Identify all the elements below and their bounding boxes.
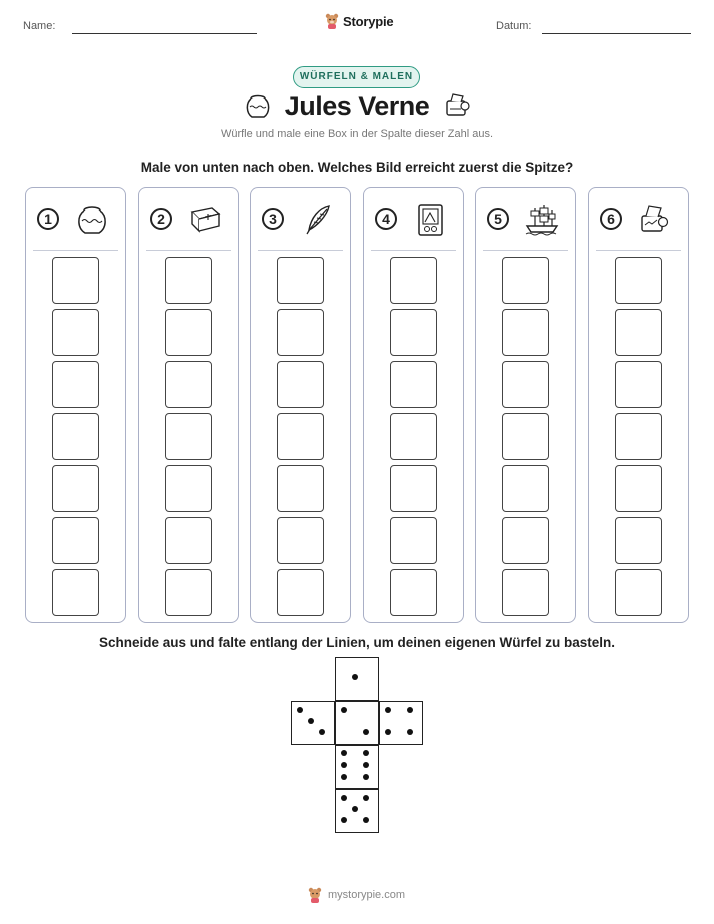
- color-box[interactable]: [277, 413, 324, 460]
- color-box[interactable]: [390, 309, 437, 356]
- column-number: 4: [375, 208, 397, 230]
- die-pip: [407, 729, 413, 735]
- brand-logo: [325, 13, 393, 29]
- color-box[interactable]: [277, 361, 324, 408]
- color-box[interactable]: [52, 257, 99, 304]
- die-pip: [363, 750, 369, 756]
- color-box[interactable]: [502, 465, 549, 512]
- column-divider: [596, 250, 681, 251]
- color-box[interactable]: [390, 361, 437, 408]
- column-divider: [33, 250, 118, 251]
- instruction-bottom: Schneide aus und falte entlang der Linien, um deinen eigenen Würfel zu basteln.: [98, 635, 616, 650]
- color-box[interactable]: [615, 309, 662, 356]
- column-number: 3: [262, 208, 284, 230]
- column-number: 6: [600, 208, 622, 230]
- color-box[interactable]: [502, 309, 549, 356]
- color-box[interactable]: [165, 465, 212, 512]
- die-pip: [363, 795, 369, 801]
- die-face-3: [291, 701, 335, 745]
- color-box[interactable]: [277, 517, 324, 564]
- page-subtitle: Würfle und male eine Box in der Spalte dieser Zahl aus.: [220, 128, 494, 140]
- color-box[interactable]: [390, 569, 437, 616]
- die-pip: [363, 774, 369, 780]
- color-box[interactable]: [165, 309, 212, 356]
- die-pip: [407, 707, 413, 713]
- color-box[interactable]: [165, 257, 212, 304]
- ship-icon: [524, 202, 560, 238]
- column-header: [251, 188, 350, 250]
- die-pip: [352, 806, 358, 812]
- die-face-5: [335, 789, 379, 833]
- color-box[interactable]: [502, 257, 549, 304]
- color-box[interactable]: [165, 361, 212, 408]
- color-box[interactable]: [390, 465, 437, 512]
- footer-url[interactable]: mystorypie.com: [328, 889, 406, 901]
- column-number: 5: [487, 208, 509, 230]
- color-box[interactable]: [52, 309, 99, 356]
- die-pip: [363, 762, 369, 768]
- die-face-2: [335, 701, 379, 745]
- color-box[interactable]: [52, 465, 99, 512]
- die-pip: [341, 817, 347, 823]
- color-box[interactable]: [615, 569, 662, 616]
- theater-book-icon: [412, 202, 448, 238]
- color-box[interactable]: [52, 569, 99, 616]
- column-3: [250, 187, 351, 623]
- die-pip: [341, 762, 347, 768]
- die-pip: [341, 795, 347, 801]
- die-pip: [352, 674, 358, 680]
- column-4: [363, 187, 464, 623]
- column-5: [475, 187, 576, 623]
- bear-icon: [325, 13, 339, 29]
- die-pip: [363, 729, 369, 735]
- die-pip: [363, 817, 369, 823]
- color-box[interactable]: [615, 413, 662, 460]
- color-box[interactable]: [502, 569, 549, 616]
- column-header: [139, 188, 238, 250]
- column-header: [26, 188, 125, 250]
- die-face-6: [335, 745, 379, 789]
- name-line[interactable]: [72, 33, 257, 34]
- column-header: [476, 188, 575, 250]
- die-pip: [385, 707, 391, 713]
- color-box[interactable]: [615, 257, 662, 304]
- color-box[interactable]: [165, 569, 212, 616]
- typewriter-icon: [637, 202, 673, 238]
- column-divider: [371, 250, 456, 251]
- die-pip: [385, 729, 391, 735]
- color-box[interactable]: [277, 465, 324, 512]
- color-box[interactable]: [52, 413, 99, 460]
- date-line[interactable]: [542, 33, 691, 34]
- color-box[interactable]: [52, 517, 99, 564]
- color-box[interactable]: [390, 517, 437, 564]
- color-box[interactable]: [615, 361, 662, 408]
- column-header: [364, 188, 463, 250]
- column-header: [589, 188, 688, 250]
- column-number: 1: [37, 208, 59, 230]
- page-title: Jules Verne: [284, 91, 430, 121]
- column-divider: [483, 250, 568, 251]
- column-number: 2: [150, 208, 172, 230]
- footer: [307, 887, 405, 903]
- color-box[interactable]: [277, 309, 324, 356]
- color-box[interactable]: [390, 257, 437, 304]
- color-box[interactable]: [277, 257, 324, 304]
- column-divider: [146, 250, 231, 251]
- quill-icon: [299, 202, 335, 238]
- column-1: [25, 187, 126, 623]
- name-label: Name:: [23, 20, 56, 32]
- die-pip: [297, 707, 303, 713]
- die-pip: [341, 707, 347, 713]
- book-icon: [187, 202, 223, 238]
- typewriter-title-icon: [443, 92, 471, 120]
- column-6: [588, 187, 689, 623]
- color-box[interactable]: [615, 465, 662, 512]
- color-box[interactable]: [52, 361, 99, 408]
- color-box[interactable]: [615, 517, 662, 564]
- die-pip: [308, 718, 314, 724]
- color-box[interactable]: [502, 361, 549, 408]
- die-face-4: [379, 701, 423, 745]
- bear-icon: [307, 887, 323, 903]
- color-box[interactable]: [390, 413, 437, 460]
- color-box[interactable]: [165, 413, 212, 460]
- column-divider: [258, 250, 343, 251]
- activity-badge: WÜRFELN & MALEN: [293, 66, 420, 88]
- brand-name: Storypie: [343, 13, 394, 29]
- vase-icon: [74, 202, 110, 238]
- die-pip: [341, 774, 347, 780]
- die-pip: [319, 729, 325, 735]
- die-pip: [341, 750, 347, 756]
- color-box[interactable]: [165, 517, 212, 564]
- instruction-top: Male von unten nach oben. Welches Bild erreicht zuerst die Spitze?: [140, 160, 574, 175]
- color-box[interactable]: [502, 517, 549, 564]
- color-box[interactable]: [502, 413, 549, 460]
- column-2: [138, 187, 239, 623]
- color-box[interactable]: [277, 569, 324, 616]
- die-face-1: [335, 657, 379, 701]
- date-label: Datum:: [496, 20, 532, 32]
